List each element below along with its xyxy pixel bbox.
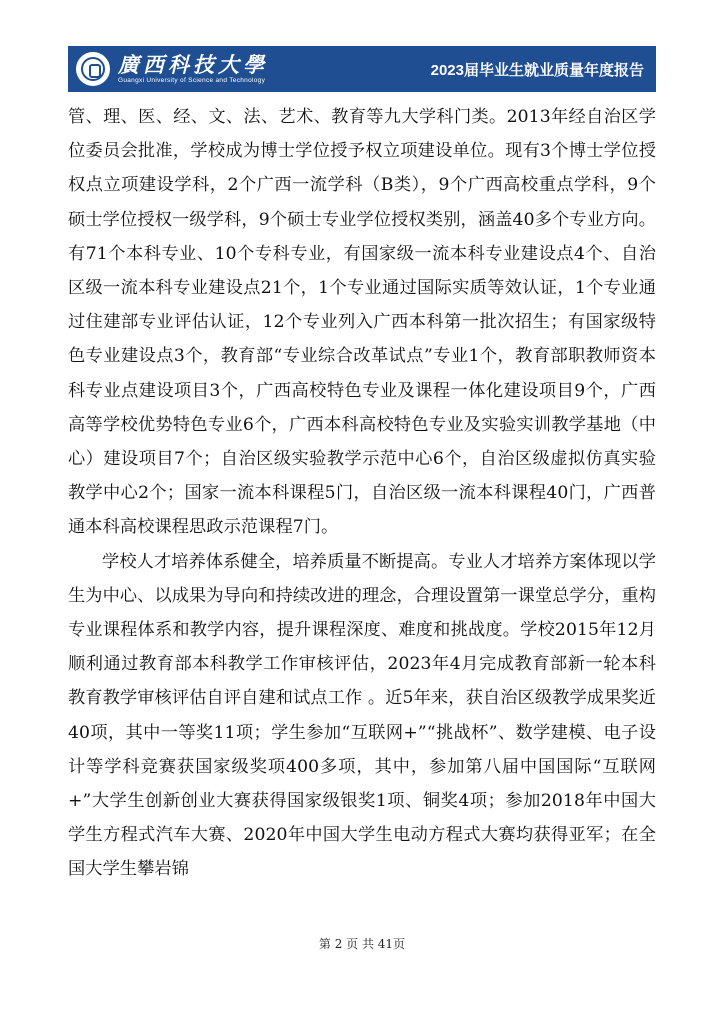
document-body	[68, 100, 656, 887]
university-seal-icon	[76, 52, 110, 86]
school-english-name: Guangxi University of Science and Technology	[118, 77, 266, 84]
school-name: 廣西科技大學	[118, 52, 268, 77]
body-paragraph: 学校人才培养体系健全，培养质量不断提高。专业人才培养方案体现以学生为中心、以成果为导向和持续改进的理念，合理设置第一课堂总学分，重构专业课程体系和教学内容，提升课程深度、难度和挑战度。学校2015年12月顺利通过教育部本科教学工作审核评估，2023年4月完成教育部新一轮本科教育教学审核评估自评自建和试点工作 。近5年来，获自治区级教学成果奖近40项，其中一等奖11项；学生参加“互联网+”“挑战杯”、数学建模、电子设计等学科竞赛获国家级奖项400多项，其中，参加第八届中国国际“互联网+”大学生创新创业大赛获得国家级银奖1项、铜奖4项；参加2018年中国大学生方程式汽车大赛、2020年中国大学生电动方程式大赛均获得亚军；在全国大学生攀岩锦	[68, 551, 656, 880]
report-header	[68, 46, 656, 92]
logo-text	[118, 53, 268, 85]
page-number: 第 2 页 共 41页	[318, 937, 406, 951]
report-title: 2023届毕业生就业质量年度报告	[430, 61, 644, 79]
body-paragraph-continued: 管、理、医、经、文、法、艺术、教育等九大学科门类。2013年经自治区学位委员会批准，学校成为博士学位授予权立项建设单位。现有3个博士学位授权点立项建设学科，2个广西一流学科（B类），9个广西高校重点学科，9个硕士学位授权一级学科，9个硕士专业学位授权类别，涵盖40多个专业方向。有71个本科专业、10个专科专业，有国家级一流本科专业建设点4个、自治区级一流本科专业建设点21个，1个专业通过国际实质等效认证，1个专业通过住建部专业评估认证，12个专业列入广西本科第一批次招生；有国家级特色专业建设点3个，教育部“专业综合改革试点”专业1个，教育部职教师资本科专业点建设项目3个，广西高校特色专业及课程一体化建设项目9个，广西高等学校优势特色专业6个，广西本科高校特色专业及实验实训教学基地（中心）建设项目7个；自治区级实验教学示范中心6个，自治区级虚拟仿真实验教学中心2个；国家一流本科课程5门，自治区级一流本科课程40门，广西普通本科高校课程思政示范课程7门。	[68, 107, 656, 538]
university-logo	[76, 52, 268, 86]
